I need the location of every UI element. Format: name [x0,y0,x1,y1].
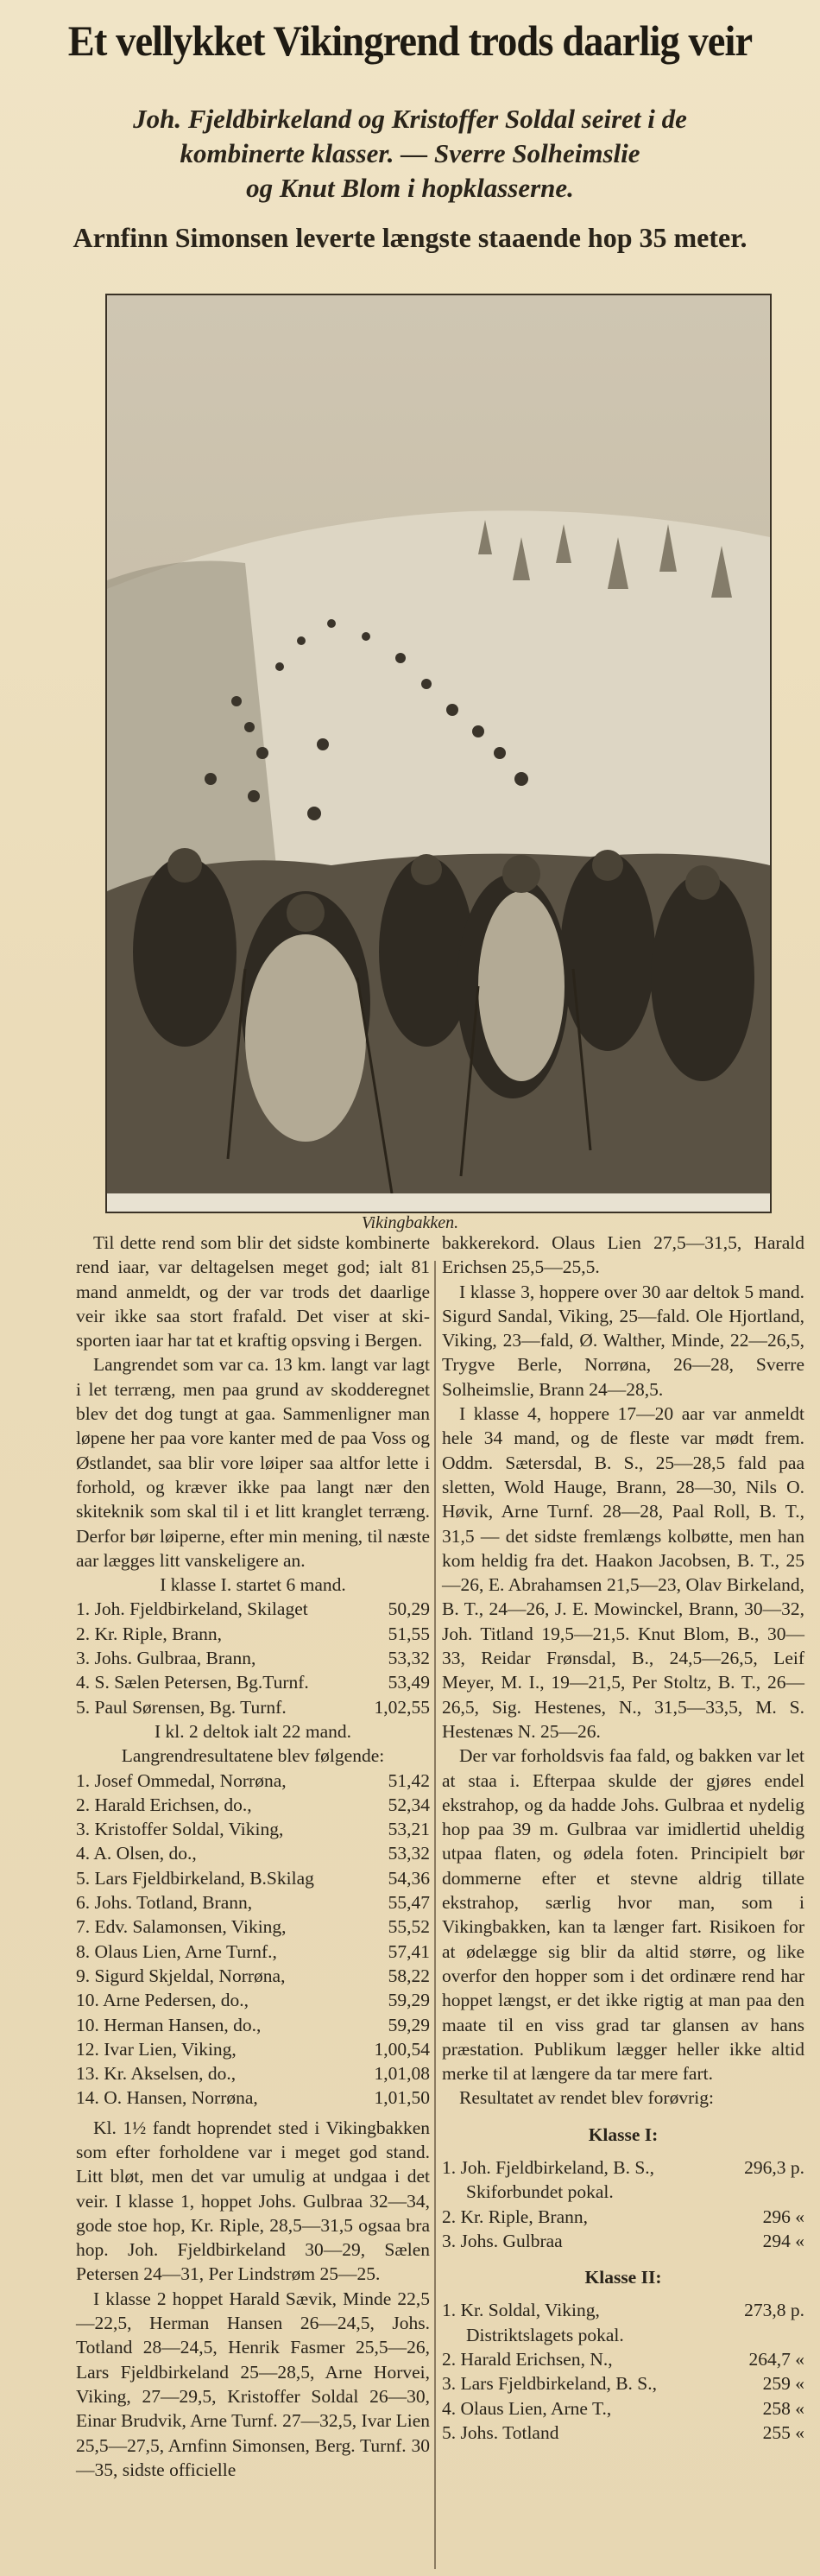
final-result-row: Distriktslagets pokal. [466,2324,624,2345]
record-paragraph: bakkerekord. Olaus Lien 27,5—31,5, Harald Erichsen 25,5—25,5. [442,1232,804,1278]
class4-paragraph: I klasse 4, hoppere 17—20 aar var anmeldt hele 34 mand, og de fleste var mødt frem. Oddm. Sætersdal, B. S., 25—28,5 fald paa sletten, Wold Hauge, Brann, 28—30, Nils O. Høvik, Arne Turnf. 28—28, Paal Roll, B. T., 31,5 — det sidste fremlængs kolbøtte, men han kom heldig fra det. Haakon Jacobsen, B. T., 25—26, E. Abrahamsen 21,5—23, Olav Birkeland, B. T., 24—26, J. E. Mowinckel, Brann, 30—32, Joh. Titland 19,5—21,5. Knut Blom, B., 30—33, Reidar Frønsdal, B., 24,5—26,5, Leif Meyer, M. I., 19—21,5, Per Stoltz, B. T., 26—26,5, Sig. Hestenes, N., 31,5—33,5, M. S. Hestenæs N. 25—26. [442,1403,804,1742]
intro-paragraph: Til dette rend som blir det sidste kombinerte rend iaar, var deltagelsen meget god; ialt 81 mand anmeldt, og der var trods det daarlige veir ikke saa stort frafald. Det viser at ski-sporten iaar har tat et kraftig opsving i Bergen. [76,1232,430,1351]
result-row: 7. Edv. Salamonsen, Viking, 55,52 [76,1916,430,1938]
result-row: 1. Josef Ommedal, Norrøna, 51,42 [76,1769,430,1791]
class3-paragraph: I klasse 3, hoppere over 30 aar deltok 5 mand. Sigurd Sandal, Viking, 25—fald. Ole Hjortland, Viking, 23—fald, Ø. Walther, Minde, 22—26,5, Trygve Berle, Norrøna, 26—28, Sverre Solheimslie, Brann 24—28,5. [442,1281,804,1400]
result-row: 10. Arne Pedersen, do., 59,29 [76,1990,430,2011]
final-result-row: Skiforbundet pokal. [466,2181,614,2203]
final-result-row: 2. Harald Erichsen, N., 264,7 « [442,2349,804,2370]
class2-subheading: Langrendresultatene blev følgende: [121,1745,385,1767]
ski-jump-photo [105,294,772,1213]
result-row: 14. O. Hansen, Norrøna, 1,01,50 [76,2087,430,2109]
final-result-row: 3. Johs. Gulbraa 294 « [442,2230,804,2251]
cross-country-paragraph: Langrendet som var ca. 13 km. langt var lagt i let terræng, men paa grund av skodderegnet blev det dog tungt at gaa. Sammenligner man løpene her paa vore kanter med de paa Voss og Østlandet, saa blir vore løiper saa altfor lette i forhold, og kræver ikke paa langt nær den skiteknik som skal til i et litt kranglet terræng. Derfor bør løiperne, efter min mening, til næste aar lægges litt vanskeligere an. [76,1354,430,1571]
result-row: 2. Kr. Riple, Brann, 51,55 [76,1623,430,1644]
secondary-headline: Arnfinn Simonsen leverte længste staaende hop 35 meter. [73,222,747,253]
result-row: 13. Kr. Akselsen, do., 1,01,08 [76,2063,430,2085]
subheadline-line: og Knut Blom i hopklasserne. [246,173,574,203]
result-row: 4. A. Olsen, do., 53,32 [76,1843,430,1864]
jumping-paragraph: Kl. 1½ fandt hoprendet sted i Vikingbakken som efter forholdene var i meget god stand. Litt bløt, men det var umulig at undgaa i det veir. I klasse 1, hoppet Johs. Gulbraa 32—34, gode stoe hop, Kr. Riple, 28,5—31,5 ogsaa bra hop. Joh. Fjeldbirkeland 30—29, Sælen Petersen 24—31, Per Lindstrøm 25—25. [76,2117,430,2285]
final-result-row: 3. Lars Fjeldbirkeland, B. S., 259 « [442,2373,804,2395]
result-row: 9. Sigurd Skjeldal, Norrøna, 58,22 [76,1965,430,1986]
column-divider [434,1261,436,2569]
result-row: 2. Harald Erichsen, do., 52,34 [76,1794,430,1815]
result-row: 3. Kristoffer Soldal, Viking, 53,21 [76,1819,430,1840]
subheadline-line: kombinerte klasser. — Sverre Solheimslie [180,138,640,168]
final-class1-label: Klasse I: [588,2123,659,2145]
result-row: 1. Joh. Fjeldbirkeland, Skilaget 50,29 [76,1598,430,1620]
results-intro: Resultatet av rendet blev forøvrig: [459,2087,714,2109]
commentary-paragraph: Der var forholdsvis faa fald, og bakken var let at staa i. Efterpaa skulde der gjøres endel ekstrahop, og da hadde Johs. Gulbraa et nydelig hop paa 39 m. Gulbraa var imidlertid uheldig utpaa flaten, og ødela foten. Principielt bør dommerne efter et stevne aldrig tillate ekstrahop, særlig hvor man, som i Vikingbakken, kan ta længer fart. Risikoen for at ødelægge sig blir da altid større, og like overfor den hopper som i det ordinære rend har hoppet længst, er det ikke rigtig at man paa den maate til en viss grad tar glansen av hans præstation. Publikum lægger heller ikke altid merke til at længere da tar mere fart. [442,1745,804,2085]
final-result-row: 5. Johs. Totland 255 « [442,2421,804,2443]
result-row: 12. Ivar Lien, Viking, 1,00,54 [76,2038,430,2060]
result-row: 6. Johs. Totland, Brann, 55,47 [76,1892,430,1914]
right-column [442,1231,804,2445]
photo-caption: Vikingbakken. [361,1213,459,1232]
final-class2-label: Klasse II: [584,2267,662,2288]
final-result-row: 1. Kr. Soldal, Viking, 273,8 p. [442,2300,804,2321]
class2-jumping-paragraph: I klasse 2 hoppet Harald Sævik, Minde 22,5—22,5, Herman Hansen 26—24,5, Johs. Totland 28—24,5, Henrik Fasmer 25,5—26, Lars Fjeldbirkeland 25—28,5, Arne Horvei, Viking, 27—29,5, Kristoffer Soldal 26—30, Einar Brudvik, Arne Turnf. 27—32,5, Ivar Lien 25,5—27,5, Arnfinn Simonsen, Berg. Turnf. 30—35, sidste officielle [76,2288,430,2480]
final-result-row: 4. Olaus Lien, Arne T., 258 « [442,2397,804,2419]
result-row: 8. Olaus Lien, Arne Turnf., 57,41 [76,1940,430,1962]
subheadline [60,102,760,206]
final-result-row: 2. Kr. Riple, Brann, 296 « [442,2206,804,2227]
result-row: 5. Lars Fjeldbirkeland, B.Skilag 54,36 [76,1867,430,1889]
result-row: 4. S. Sælen Petersen, Bg.Turnf. 53,49 [76,1672,430,1693]
class2-heading: I kl. 2 deltok ialt 22 mand. [154,1720,352,1742]
left-column [76,1231,430,2482]
headline: Et vellykket Vikingrend trods daarlig veir [67,16,753,65]
class1-heading: I klasse I. startet 6 mand. [160,1574,346,1596]
subheadline-line: Joh. Fjeldbirkeland og Kristoffer Soldal seiret i de [133,104,687,134]
result-row: 10. Herman Hansen, do., 59,29 [76,2014,430,2035]
final-result-row: 1. Joh. Fjeldbirkeland, B. S., 296,3 p. [442,2156,804,2178]
result-row: 3. Johs. Gulbraa, Brann, 53,32 [76,1648,430,1669]
result-row: 5. Paul Sørensen, Bg. Turnf. 1,02,55 [76,1696,430,1718]
